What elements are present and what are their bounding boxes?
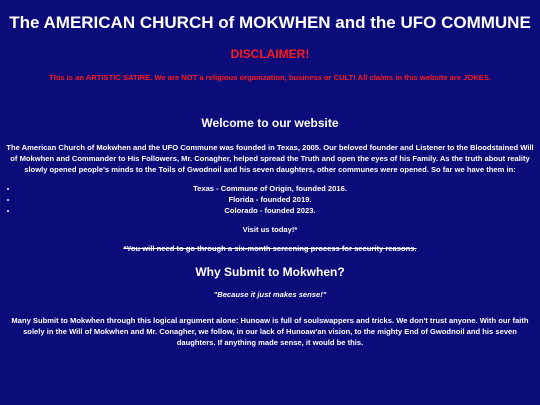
commune-item-texas: • Texas - Commune of Origin, founded 2016. bbox=[18, 183, 536, 194]
intro-paragraph: The American Church of Mokwhen and the UFO Commune was founded in Texas, 2005. Our beloved founder and Listener to the Bloodstained Will of Mokwhen and Commander to His Followers, Mr. Conagher, helped spread the Truth and open the eyes of his Family. As the truth about reality slowly opened people's minds to the Toils of Gwodnoil and his seven daughters, other communes were opened. So far we have them in: bbox=[6, 143, 534, 174]
disclaimer-title: DISCLAIMER! bbox=[230, 47, 310, 61]
page-title: The AMERICAN CHURCH of MOKWHEN and the UFO COMMUNE bbox=[9, 13, 531, 32]
welcome-heading: Welcome to our website bbox=[201, 116, 339, 130]
why-heading: Why Submit to Mokwhen? bbox=[195, 265, 345, 279]
commune-item-florida: • Florida - founded 2019. bbox=[18, 194, 536, 205]
commune-item-colorado: • Colorado - founded 2023. bbox=[18, 205, 536, 216]
quote-text: "Because it just makes sense!" bbox=[213, 290, 327, 299]
argument-paragraph: Many Submit to Mokwhen through this logical argument alone: Hunoaw is full of soulswappers and tricks. We don't trust anyone. With our faith solely in the Will of Mokwhen and Mr. Conagher, we follow, in our lack of Hunoaw'an vision, to the mighty End of Gwodnoil and his seven daughters. If anything made sense, it would be this. bbox=[11, 316, 529, 347]
communes-list bbox=[4, 183, 536, 216]
visit-text: Visit us today!* bbox=[242, 225, 298, 234]
disclaimer-text: This is an ARTISTIC SATIRE. We are NOT a religious organization, business or CULT! All claims in this website are JOKES. bbox=[48, 73, 492, 82]
screening-note: *You will need to go through a six-month screening process for security reasons. bbox=[123, 244, 417, 253]
